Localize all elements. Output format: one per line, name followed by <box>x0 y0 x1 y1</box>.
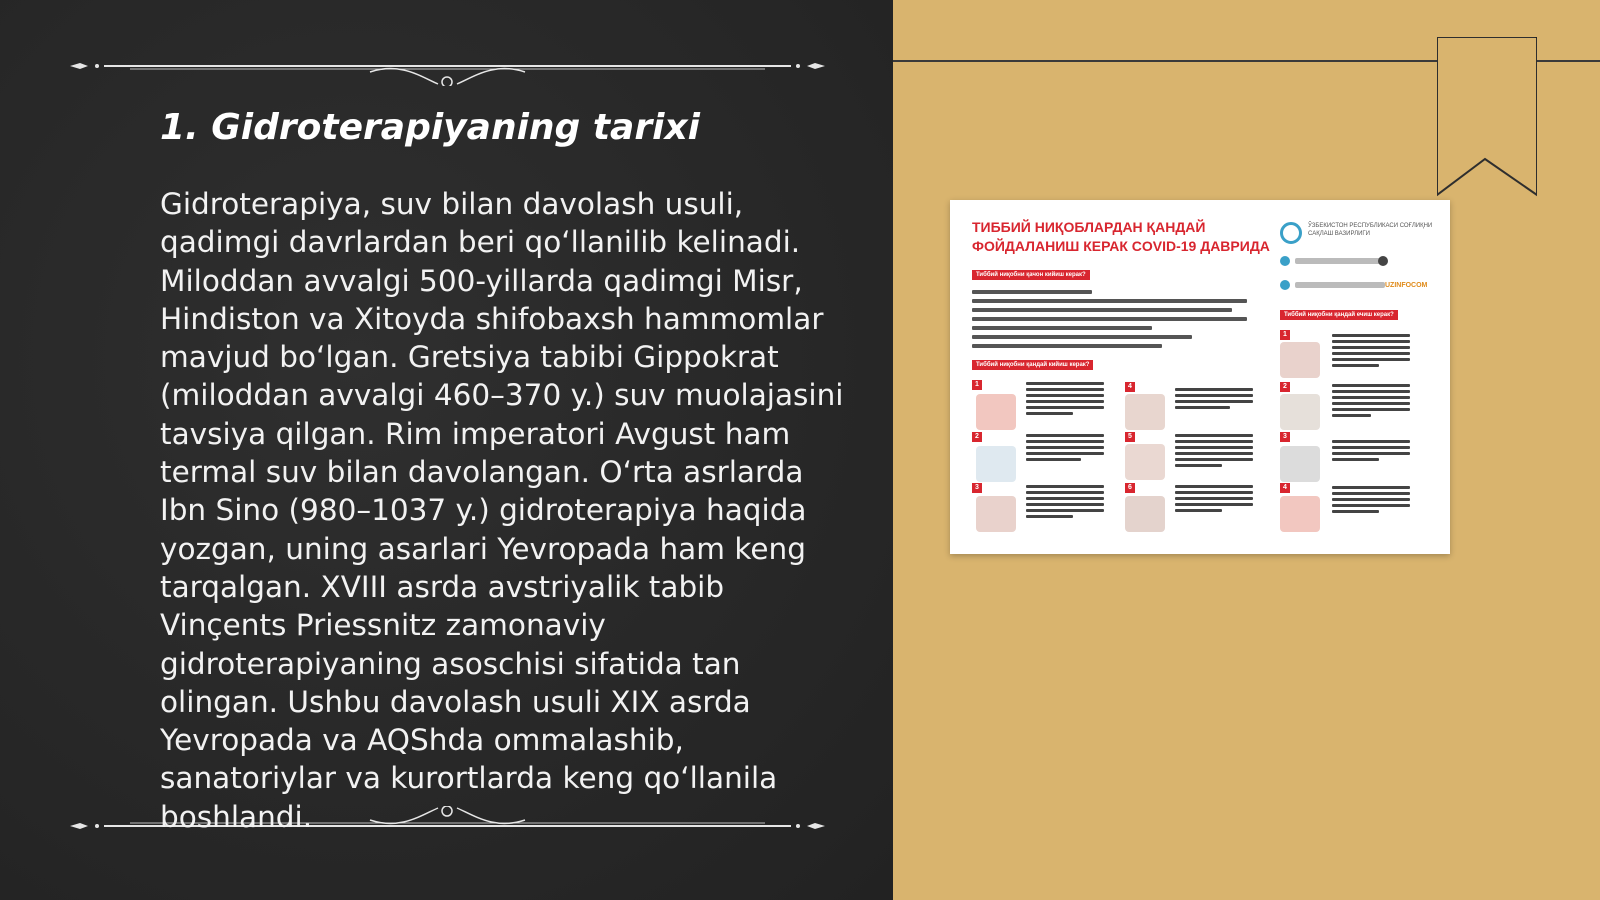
trash-bin-illustration <box>1280 446 1320 482</box>
step-number: 6 <box>1125 483 1135 493</box>
step-text <box>1332 334 1410 370</box>
step-text <box>1026 434 1104 464</box>
step-number: 4 <box>1125 382 1135 392</box>
hand-wash-illustration <box>976 394 1016 430</box>
poster-text-line <box>972 335 1192 339</box>
ministry-logo-icon <box>1280 222 1302 244</box>
step-text <box>1175 485 1253 515</box>
hand-wash-illustration <box>1280 496 1320 532</box>
step-number: 3 <box>1280 432 1290 442</box>
person-mask-illustration <box>1125 496 1165 532</box>
step-number: 2 <box>972 432 982 442</box>
slide-title: 1. Gidroterapiyaning tarixi <box>160 107 700 148</box>
poster-brand: UZINFOCOM <box>1385 282 1428 289</box>
step-number: 3 <box>972 483 982 493</box>
step-text <box>1332 440 1410 464</box>
poster-text-line <box>972 299 1247 303</box>
person-removing-mask-illustration <box>1280 394 1320 430</box>
step-text <box>1175 434 1253 470</box>
poster-text-line <box>972 344 1162 348</box>
step-number: 2 <box>1280 382 1290 392</box>
step-number: 5 <box>1125 432 1135 442</box>
step-text <box>1026 485 1104 521</box>
step-text <box>1026 382 1104 418</box>
poster-contact-line <box>1295 258 1385 264</box>
poster-text-line <box>972 326 1152 330</box>
mask-illustration <box>976 446 1016 482</box>
step-text <box>1175 388 1253 412</box>
person-mask-illustration <box>1125 394 1165 430</box>
step-number: 1 <box>1280 330 1290 340</box>
poster-section-tag: Тиббий ниқобни қандай кийиш керак? <box>972 360 1093 370</box>
poster-text-line <box>972 290 1092 294</box>
globe-icon <box>1378 256 1388 266</box>
step-text <box>1332 384 1410 420</box>
telegram-icon <box>1280 256 1290 266</box>
poster-section-tag: Тиббий ниқобни қачон кийиш керак? <box>972 270 1090 280</box>
poster-text-line <box>972 308 1232 312</box>
top-ornament-divider <box>70 46 825 86</box>
person-mask-illustration <box>1280 342 1320 378</box>
person-mask-illustration <box>976 496 1016 532</box>
person-mask-illustration <box>1125 444 1165 480</box>
slide-body-text: Gidroterapiya, suv bilan davolash usuli, qadimgi davrlardan beri qo‘llanilib kelinadi. Miloddan avvalgi 500-yillarda qadimgi Misr, Hindiston va Xitoyda shifobaxsh hammomlar mavjud bo‘lgan. Gretsiya tabibi Gippokrat (miloddan avvalgi 460–370 y.) suv muolajasini tavsiya qilgan. Rim imperatori Avgust ham termal suv bilan davolangan. O‘rta asrlarda Ibn Sino (980–1037 y.) gidroterapiya haqida yozgan, uning asarlari Yevropada ham keng tarqalgan. XVIII asrda avstriyalik tabib Vinçents Priessnitz zamonaviy gidroterapiyaning asoschisi sifatida tan olingan. Ushbu davolash usuli XIX asrda Yevropada va AQShda ommalashib, sanatoriylar va kurortlarda keng qo‘llanila boshlandi. <box>160 187 844 834</box>
telegram-icon <box>1280 280 1290 290</box>
step-text <box>1332 486 1410 516</box>
bookmark-ribbon-icon <box>1437 37 1537 197</box>
step-number: 1 <box>972 380 982 390</box>
poster-text-line <box>972 317 1247 321</box>
poster-org-name: ЎЗБЕКИСТОН РЕСПУБЛИКАСИ СОҒЛИҚНИ САҚЛАШ ВАЗИРЛИГИ <box>1308 223 1433 237</box>
step-number: 4 <box>1280 483 1290 493</box>
poster-section-tag: Тиббий ниқобни қандай ечиш керак? <box>1280 310 1398 320</box>
poster-title: ТИББИЙ НИҚОБЛАРДАН ҚАНДАЙ ФОЙДАЛАНИШ КЕРАК COVID-19 ДАВРИДА <box>972 219 1270 254</box>
poster-contact-line <box>1295 282 1385 288</box>
covid-mask-infographic-poster <box>950 200 1450 554</box>
